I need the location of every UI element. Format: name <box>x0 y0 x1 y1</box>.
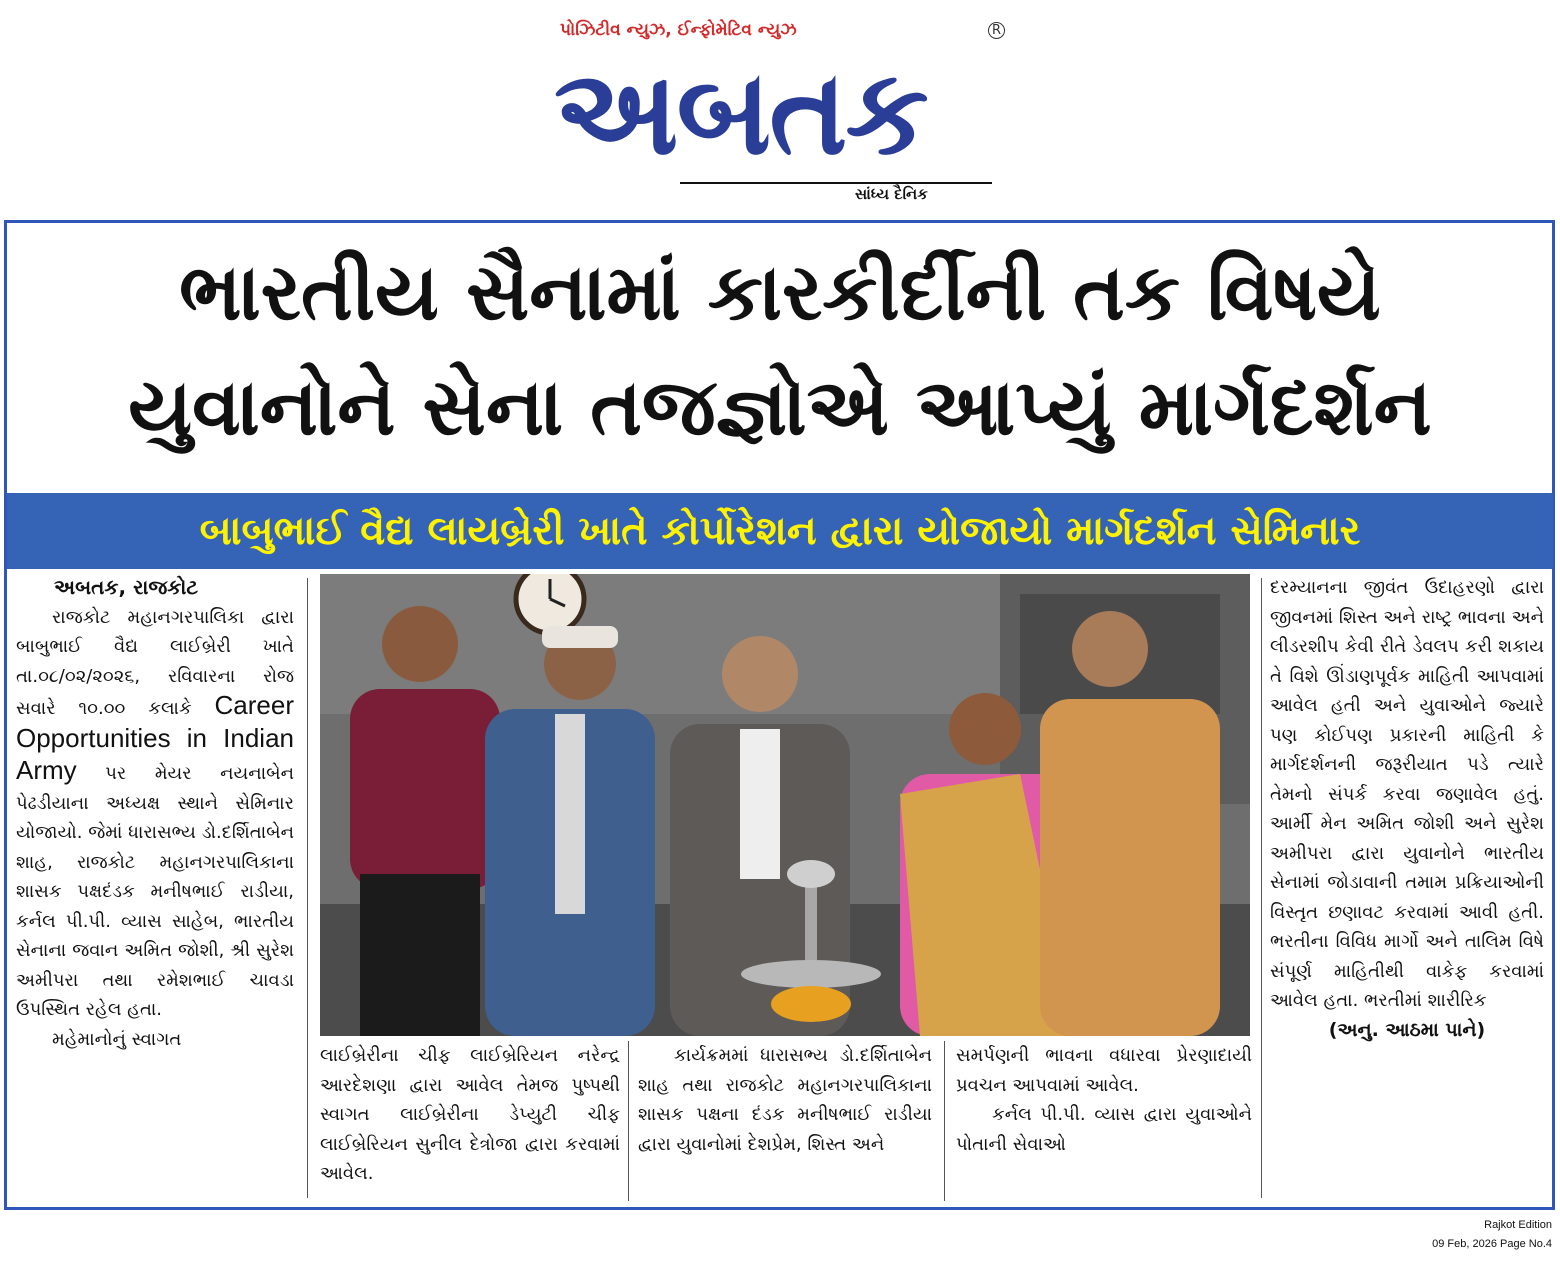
column-rule <box>628 1041 629 1201</box>
newspaper-logo: અબતક <box>554 43 927 181</box>
edition-date-page: 09 Feb, 2026 Page No.4 <box>1432 1238 1552 1250</box>
article-text-part-2: પર મેયર નયનાબેન પેઢડીયાના અધ્યક્ષ સ્થાને સેમિનાર યોજાયો. જેમાં ધારાસભ્ય ડો.દર્શિતાબેન શાહ, રાજકોટ મહાનગરપાલિકાના શાસક પક્ષદંડક મનીષભાઈ રાડીયા, કર્નલ પી.પી. વ્યાસ સાહેબ, ભારતીય સેનાના જવાન અમિત જોશી, શ્રી સુરેશ અમીપરા તથા રમેશભાઈ ચાવડા ઉપસ્થિત રહેલ હતા. <box>16 763 294 1020</box>
article-text-part-1: રાજકોટ મહાનગરપાલિકા દ્વારા બાબુભાઈ વૈદ્ય લાઈબ્રેરી ખાતે તા.૦૮/૦૨/૨૦૨૬, રવિવારના રોજ સવારે ૧૦.૦૦ કલાકે <box>16 606 294 719</box>
article-paragraph-1 <box>16 603 294 1025</box>
masthead <box>540 14 1010 204</box>
headline <box>7 236 1553 466</box>
article-paragraph-3: કાર્યક્રમમાં ધારાસભ્ય ડો.દર્શિતાબેન શાહ તથા રાજકોટ મહાનગરપાલિકાના શાસક પક્ષના દંડક મનીષભાઈ રાડીયા દ્વારા યુવાનોમાં દેશપ્રેમ, શિસ્ત અને <box>638 1045 932 1155</box>
dateline: અબતક, રાજકોટ <box>54 575 199 599</box>
article-column-4 <box>956 1041 1252 1159</box>
headline-line-1: ભારતીય સૈનામાં કારકીર્દીની તક વિષયે <box>179 248 1381 338</box>
subheadline-text: બાબુભાઈ વૈદ્ય લાયબ્રેરી ખાતે કોર્પોરેશન દ્વારા યોજાયો માર્ગદર્શન સેમિનાર <box>199 508 1361 554</box>
article-column-3 <box>638 1041 932 1159</box>
edition-name: Rajkot Edition <box>1484 1219 1552 1231</box>
column-rule <box>944 1041 945 1201</box>
masthead-tagline: પોઝિટીવ ન્યુઝ, ઈન્ફોમેટિવ ન્યુઝ <box>560 20 797 40</box>
article-paragraph-4: સમર્પણની ભાવના વધારવા પ્રેરણાદાયી પ્રવચન આપવામાં આવેલ. <box>956 1045 1252 1096</box>
article-column-1 <box>16 573 294 1054</box>
article-paragraph-5: કર્નલ પી.પી. વ્યાસ દ્વારા યુવાઓને પોતાની સેવાઓ <box>956 1104 1252 1155</box>
event-photo <box>320 574 1250 1036</box>
article-paragraph-6: દરમ્યાનના જીવંત ઉદાહરણો દ્વારા જીવનમાં શિસ્ત અને રાષ્ટ્ર ભાવના અને લીડરશીપ કેવી રીતે ડેવલપ કરી શકાય તે વિશે ઊંડાણપૂર્વક માહિતી આપવામાં આવેલ હતી અને યુવાઓને જ્યારે પણ કોઈપણ પ્રકારની માહિતી કે માર્ગદર્શનની જરૂરીયાત પડે ત્યારે તેમનો સંપર્ક કરવા જણાવેલ હતું. આર્મી મેન અમિત જોશી અને સુરેશ અમીપરા દ્વારા યુવાનોને ભારતીય સેનામાં જોડાવાની તમામ પ્રક્રિયાઓની વિસ્તૃત છણાવટ કરવામાં આવી હતી. ભરતીના વિવિધ માર્ગો અને તાલિમ વિષે સંપૂર્ણ માહિતીથી વાકેફ કરવામાં આવેલ હતા. ભરતીમાં શારીરિક <box>1270 577 1544 1011</box>
lamp-lighting-illustration <box>320 574 1250 1036</box>
logo-underline <box>680 182 992 184</box>
article-english-phrase: Career Opportunities in Indian Army <box>16 690 294 785</box>
column-rule <box>1261 578 1262 1198</box>
article-paragraph-2: મહેમાનોનું સ્વાગત <box>52 1028 182 1050</box>
column-rule <box>307 578 308 1198</box>
article-column-5 <box>1270 573 1544 1045</box>
article-column-2: લાઈબ્રેરીના ચીફ લાઈબ્રેરિયન નરેન્દ્ર આરદેશણા દ્વારા આવેલ તેમજ પુષ્પથી સ્વાગત લાઈબ્રેરીના ડેપ્યુટી ચીફ લાઈબ્રેરિયન સુનીલ દેત્રોજા દ્વારા કરવામાં આવેલ. <box>320 1045 620 1184</box>
masthead-subtitle: સાંધ્ય દૈનિક <box>855 185 928 203</box>
edition-info <box>1432 1216 1552 1254</box>
registered-mark: R <box>988 22 1005 39</box>
subheadline-banner <box>7 493 1553 569</box>
headline-line-2: યુવાનોને સેના તજજ્ઞોએ આપ્યું માર્ગદર્શન <box>128 363 1432 453</box>
continued-on-page: (અનુ. આઠમા પાને) <box>1328 1018 1486 1041</box>
